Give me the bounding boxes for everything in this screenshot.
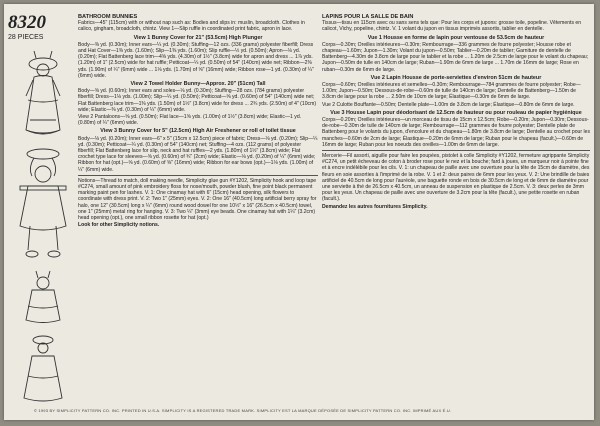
english-look-for: Look for other Simplicity notions. bbox=[78, 222, 160, 229]
piece-count: 28 PIECES bbox=[8, 34, 44, 41]
french-text-column bbox=[322, 14, 590, 409]
french-view3-title: Vue 3 Housse Lapin pour déodorisant de 12.5cm de hauteur ou pour rouleau de papier hygiénique bbox=[330, 109, 582, 116]
french-view1-text: Corps—0.30m; Oreilles intérieures—0.30m; Rembourrage—336 grammes de fourre polyester; Housse robe et chapeau—1.60m; Jupon—1.30m; Volant du jupon—0.50m; Tablier—0.20m de tablier; Garniture de dentelle de Battenberg—4.30m de 3.8cm de large pour le tablier et la robe ... 1.20m de 2.5cm de large pour le volant du chapeau; Jupon—0.50m de tulle en 140cm de large; Ruban—1.90m de 6mm de large ... 1.70m de 16mm de large; Rose en ruban—0.30m de 6mm de large. bbox=[322, 41, 589, 73]
french-view3-text: Corps—0.20m; Oreilles intérieures—un morceau de tissu de 15cm x 12.5cm; Robe—0.20m; Jupon—0.30m; Dessous-de-robe—0.30m de tulle de 140cm de large; Rembourrage—112 grammes de fourre polyester; Dentelle plate de Battenberg pour le volants du jupon, d'encolure et du chapeau—1.80m de 3.8cm de large; Dentelle au crochet pour les manches—0.60m de 2cm de large; Élastique—0.20m de 6mm de large; Ruban pour le chapeau (facult.)—0.60m de 16mm de large; Ruban pour les noeuds des oreilles—1.00m de 6mm de large. bbox=[322, 117, 590, 148]
french-mercerie: Mercerie—Fil assorti, aiguille pour faire les poupées, pistolet à colle Simplicity #Y1202, fermeture agrippante Simplicity #C274, un petit écheveau de coton à broder rose pour le nez et la bouche; fard à joues, un marqueur noir à pointe fine et à encre indélébile pour les cils. V. 1: un chapeau de paille avec une ouverture pour la tête de 15cm de diamètre, des fleurs en soie assorties à l'imprimé de la robe. V. 1 et 2: deux paires de 6mm pour les yeux. V. 2: Une brindille de baies artificiel de 40.5cm de long pour l'auréole, une baguette ronde en bois de 30.5cm de long et de 6mm de diamètre pour une serviette à thé de 26.5cm x 40.5cm, un anneau de suspension en plastique de 2.5cm. V. 3: deux perles de 3mm pour les yeux. Un chapeau de paille avec une ouverture de 3.2cm pour la tête (facult.), une petite rosette en ruban (facult.). bbox=[322, 153, 590, 203]
english-notions: Notions—Thread to match, doll making needle, Simplicity glue gun #Y1202, Simplicity hook and loop tape #C274, small amount of pink embroidery floss for nose/mouth, powder blush, fine point black permanent marking paint pen for lashes. V. 1: One cinamay hat with 6" (15cm) head opening, silk flowers to coordinate with dress print. V. 2: Two 1" (25mm) eyes. V. 2: One 16" (40.5cm) long artificial berry spray for halo, one 12" (30.5cm) long x ¼" (6mm) round wood dowel for one 10½" x 16" (26.5cm x 40.5cm) towel, one 1" (25mm) metal ring for hanging. V. 3: Two ¼" (3mm) eye beads. One cinamay hat with 1¼" (3.2cm) head opening (opt.), one small ribbon rosette for hat (opt.) bbox=[78, 177, 317, 222]
english-view3-text: Body—⅛ yd. (0.20m); Inner ears—6" x 5" (15cm x 12.5cm) piece of fabric; Dress—⅛ yd. (0.20m); Slip—¼ yd. (0.30m); Petticoat—¼ yd. (0.30m) of 54" (140cm) net; Stuffing—4 ozs. (112 grams) of polyester fiberfill; Flat Battenberg lace for slip, neck and hat ruffles—2 yds. (1.80m) of 1½" (3.8cm) wide; Flat crochet type lace for sleeves—⅝ yd. (0.60m) of ¾" (2cm) wide; Elastic—⅛ yd. (0.20m) of ¼" (6mm) wide; Ribbon for hat (opt.)—⅝ yd. (0.60m) of ⅝" (16mm) wide; Ribbon for ear bows (opt.)—1⅛ yds. (1.00m) of ¼" (6mm) wide. bbox=[78, 135, 318, 173]
english-view2-pantaloons: View 2 Pantaloons—⅝ yd. (0.50m); Flat lace—1⅝ yds. (1.00m) of 1½" (3.8cm) wide; Elastic—1 yd. (0.80m) of ¼" (6mm) wide. bbox=[78, 114, 302, 127]
english-fabrics: Fabrics—45" (115cm) with or without nap such as: Bodies and slips in: muslin, broadcloth. Clothes in calico, gingham, broadcloth, chintz. View 1—Slip ruffle in coordinated print fabric, apron in lace. bbox=[78, 20, 305, 33]
english-view2-title: View 2 Towel Holder Bunny—Approx. 20" (51cm) Tall bbox=[130, 81, 266, 88]
view2-bunny-illustration bbox=[14, 146, 72, 264]
french-view2-text: Corps—0.60m; Oreilles intérieures et semelles—0.30m; Rembourrage—784 grammes de fourre polyester; Robe—1.00m; Jupon—0.50m; Dessous-de-robe—0.60m de tulle de 140cm de large; Dentelle de Battenberg—1.50m de 3.8cm de large pour la robe ... 2.50m de 10cm de large; Élastique—0.30m de 6mm de large. bbox=[322, 82, 581, 101]
french-view2-title: Vue 2 Lapin Housse de porte-serviettes d'environ 51cm de hauteur bbox=[370, 74, 542, 81]
copyright-footer: © 1993 BY SIMPLICITY PATTERN CO. INC. PRINTED IN U.S.A. SIMPLICITY IS A REGISTERED TRADE MARK. SIMPLICITY EST LA MARQUE DÉPOSÉE DE SIMPLICITY PATTERN CO. INC. IMPRIMÉ AUX É.U. bbox=[34, 408, 452, 413]
english-text-column bbox=[78, 14, 318, 409]
back-view-illustration bbox=[14, 332, 72, 410]
english-view3-title: View 3 Bunny Cover for 5" (12.5cm) High Air Freshener or roll of toilet tissue bbox=[100, 128, 296, 135]
english-view1-title: View 1 Bunny Cover for 21" (53.5cm) High Plunger bbox=[133, 34, 263, 41]
english-view2-text: Body—⅝ yd. (0.60m); Inner ears and soles—⅛ yd. (0.30m); Stuffing—28 ozs. (784 grams) polyester fiberfill; Dress—1⅛ yds. (1.00m); Slip—¼ yd. (0.50m); Petticoat—⅝ yd. (0.60m) of 54" (140cm) wide net; Flat Battenberg lace trim—1⅜ yds. (1.50m) of 1½" (3.8cm) wide for dress ... 2¾ yds. (2.50m) of 4" (10cm) wide; Elastic—⅜ yd. (0.30m) of ¼" (6mm) wide. bbox=[78, 88, 317, 113]
left-column bbox=[8, 14, 76, 414]
english-header: BATHROOM BUNNIES bbox=[78, 14, 138, 20]
divider bbox=[78, 175, 318, 176]
english-view1-text: Body—⅜ yd. (0.30m); Inner ears—¼ yd. (0.30m); Stuffing—12 ozs. (336 grams) polyester fiberfill; Dress and Hat Cover—1⅜ yds. (1.60m); Slip—1⅜ yds. (1.60m); Slip ruffle—½ yd. (0.50m); Apron—⅛ yd. (0.20m); Flat Battenberg lace trim—4⅝ yds. (4.30m) of 1½" (3.8cm) wide for apron and dress ... 1⅞ yds. (1.20m) of 1" (2.5cm) wide for hat ruffle; Petticoat—¼ yd. (0.50m) of 54" (140cm) wide net; Ribbon—2⅜ yds. (1.90m) of ¼" (6mm) wide ... 1⅛ yds. (1.70m) of ⅝" (16mm) wide; Ribbon rose—1 yd. (0.30m) of ¼" (6mm) wide. bbox=[78, 41, 314, 79]
pattern-number: 8320 bbox=[8, 12, 46, 33]
view3-bunny-illustration bbox=[14, 270, 72, 326]
divider bbox=[322, 150, 590, 151]
french-view2-culotte: Vue 2 Culotte Bouffante—0.50m; Dentelle plate—1.00m de 3.8cm de large; Élastique—0.80m de 6mm de large. bbox=[322, 101, 575, 108]
pattern-envelope-back bbox=[4, 4, 594, 420]
french-header: LAPINS POUR LA SALLE DE BAIN bbox=[322, 14, 414, 20]
french-demandez: Demandez les autres fournitures Simplicity. bbox=[322, 203, 428, 210]
view1-bunny-illustration bbox=[14, 50, 72, 140]
french-view1-title: Vue 1 Housse en forme de lapin pour ventouse de 53.5cm de hauteur bbox=[367, 34, 545, 41]
french-tissus: Tissus—tissu en 115cm avec ou sans sens tels que: Pour les corps et jupons: grosse toile, popeline. Vêtements en calicot, Vichy, popeline, chintz. V. 1 volant du jupon en tissus imprimés assortis, tablier en dentelle. bbox=[322, 20, 582, 33]
